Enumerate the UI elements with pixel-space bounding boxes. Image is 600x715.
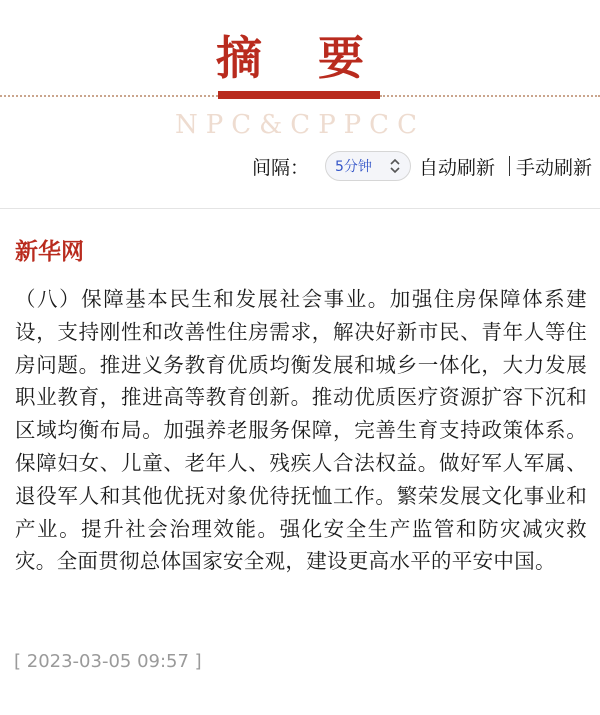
article-body: （八）保障基本民生和发展社会事业。加强住房保障体系建设，支持刚性和改善性住房需求，解决好新市民、青年人等住房问题。推进义务教育优质均衡发展和城乡一体化，大力发展职业教育，推进高等教育创新。推动优质医疗资源扩容下沉和区域均衡布局。加强养老服务保障，完善生育支持政策体系。保障妇女、儿童、老年人、残疾人合法权益。做好军人军属、退役军人和其他优抚对象优待抚恤工作。繁荣发展文化事业和产业。提升社会治理效能。强化安全生产监管和防灾减灾救灾。全面贯彻总体国家安全观，建设更高水平的平安中国。: [15, 287, 587, 574]
page-subtitle: NPC&CPPCC: [175, 110, 425, 140]
interval-select[interactable]: [325, 151, 411, 181]
page-title: 摘 要: [215, 31, 384, 85]
interval-select-value: 5分钟: [335, 159, 372, 175]
refresh-controls: [252, 148, 592, 184]
chevron-up-down-icon: [387, 156, 403, 176]
section-divider: [0, 208, 600, 209]
manual-refresh-button[interactable]: 手动刷新: [516, 156, 593, 179]
title-underline-bar: [218, 91, 380, 99]
page-header: [0, 0, 600, 210]
decorative-dotted-line-left: [0, 95, 218, 97]
divider: [509, 156, 510, 176]
decorative-dotted-line-right: [380, 95, 600, 97]
article-timestamp: [ 2023-03-05 09:57 ]: [14, 651, 202, 672]
auto-refresh-button[interactable]: 自动刷新: [419, 156, 496, 179]
article-source: 新华网: [15, 239, 84, 265]
interval-label: 间隔：: [252, 156, 310, 179]
